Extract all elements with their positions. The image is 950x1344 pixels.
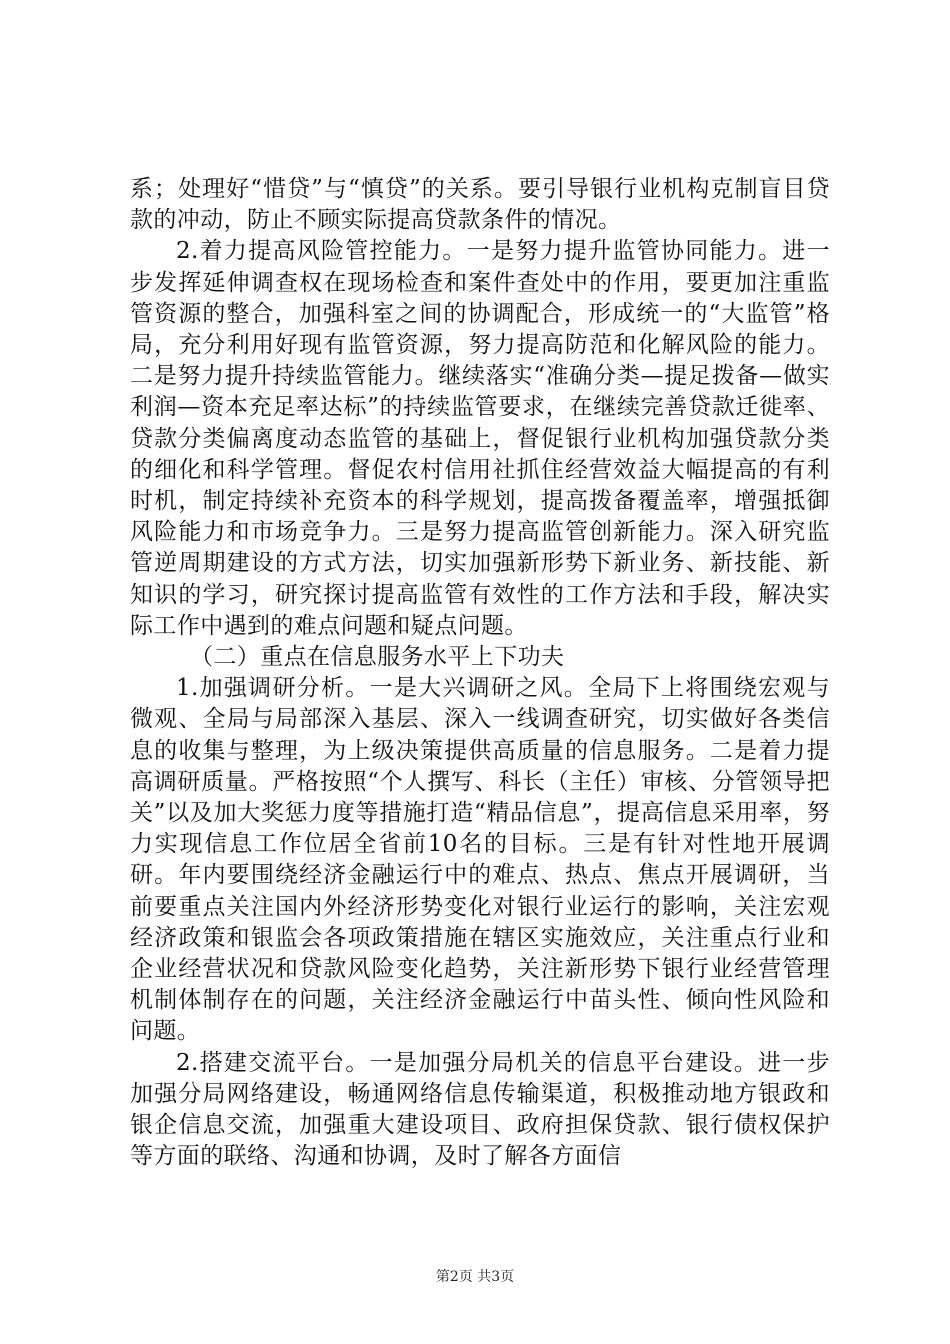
paragraph-research-analysis: 1.加强调研分析。一是大兴调研之风。全局下上将围绕宏观与微观、全局与局部深入基层、深入一线调查研究，切实做好各类信息的收集与整理，为上级决策提供高质量的信息服务。二是着力提高调研质量。严格按照“个人撰写、科长（主任）审核、分管领导把关”以及加大奖惩力度等措施打造“精品信息”，提高信息采用率，努力实现信息工作位居全省前10名的目标。三是有针对性地开展调研。年内要围绕经济金融运行中的难点、热点、焦点开展调研，当前要重点关注国内外经济形势变化对银行业运行的影响，关注宏观经济政策和银监会各项政策措施在辖区实施效应，关注重点行业和企业经营状况和贷款风险变化趋势，关注新形势下银行业经营管理机制体制存在的问题，关注经济金融运行中苗头性、倾向性风险和问题。 [130,675,830,1045]
paragraph-risk-control: 2.着力提高风险管控能力。一是努力提升监管协同能力。进一步发挥延伸调查权在现场检查和案件查处中的作用，要更加注重监管资源的整合，加强科室之间的协调配合，形成统一的“大监管”格局，充分利用好现有监管资源，努力提高防范和化解风险的能力。二是努力提升持续监管能力。继续落实“准确分类—提足拨备—做实利润—资本充足率达标”的持续监管要求，在继续完善贷款迁徙率、贷款分类偏离度动态监管的基础上，督促银行业机构加强贷款分类的细化和科学管理。督促农村信用社抓住经营效益大幅提高的有利时机，制定持续补充资本的科学规划，提高拨备覆盖率，增强抵御风险能力和市场竞争力。三是努力提高监管创新能力。深入研究监管逆周期建设的方式方法，切实加强新形势下新业务、新技能、新知识的学习，研究探讨提高监管有效性的工作方法和手段，解决实际工作中遇到的难点问题和疑点问题。 [130,238,830,639]
paragraph-continuation: 系；处理好“惜贷”与“慎贷”的关系。要引导银行业机构克制盲目贷款的冲动，防止不顾实际提高贷款条件的情况。 [130,176,830,234]
page-number-footer: 第2页 共3页 [435,1269,515,1285]
document-body [130,174,830,1173]
paragraph-exchange-platform: 2.搭建交流平台。一是加强分局机关的信息平台建设。进一步加强分局网络建设，畅通网络信息传输渠道，积极推动地方银政和银企信息交流，加强重大建设项目、政府担保贷款、银行债权保护等方面的联络、沟通和协调，及时了解各方面信 [130,1049,830,1170]
section-heading-information-service: （二）重点在信息服务水平上下功夫 [190,644,565,671]
